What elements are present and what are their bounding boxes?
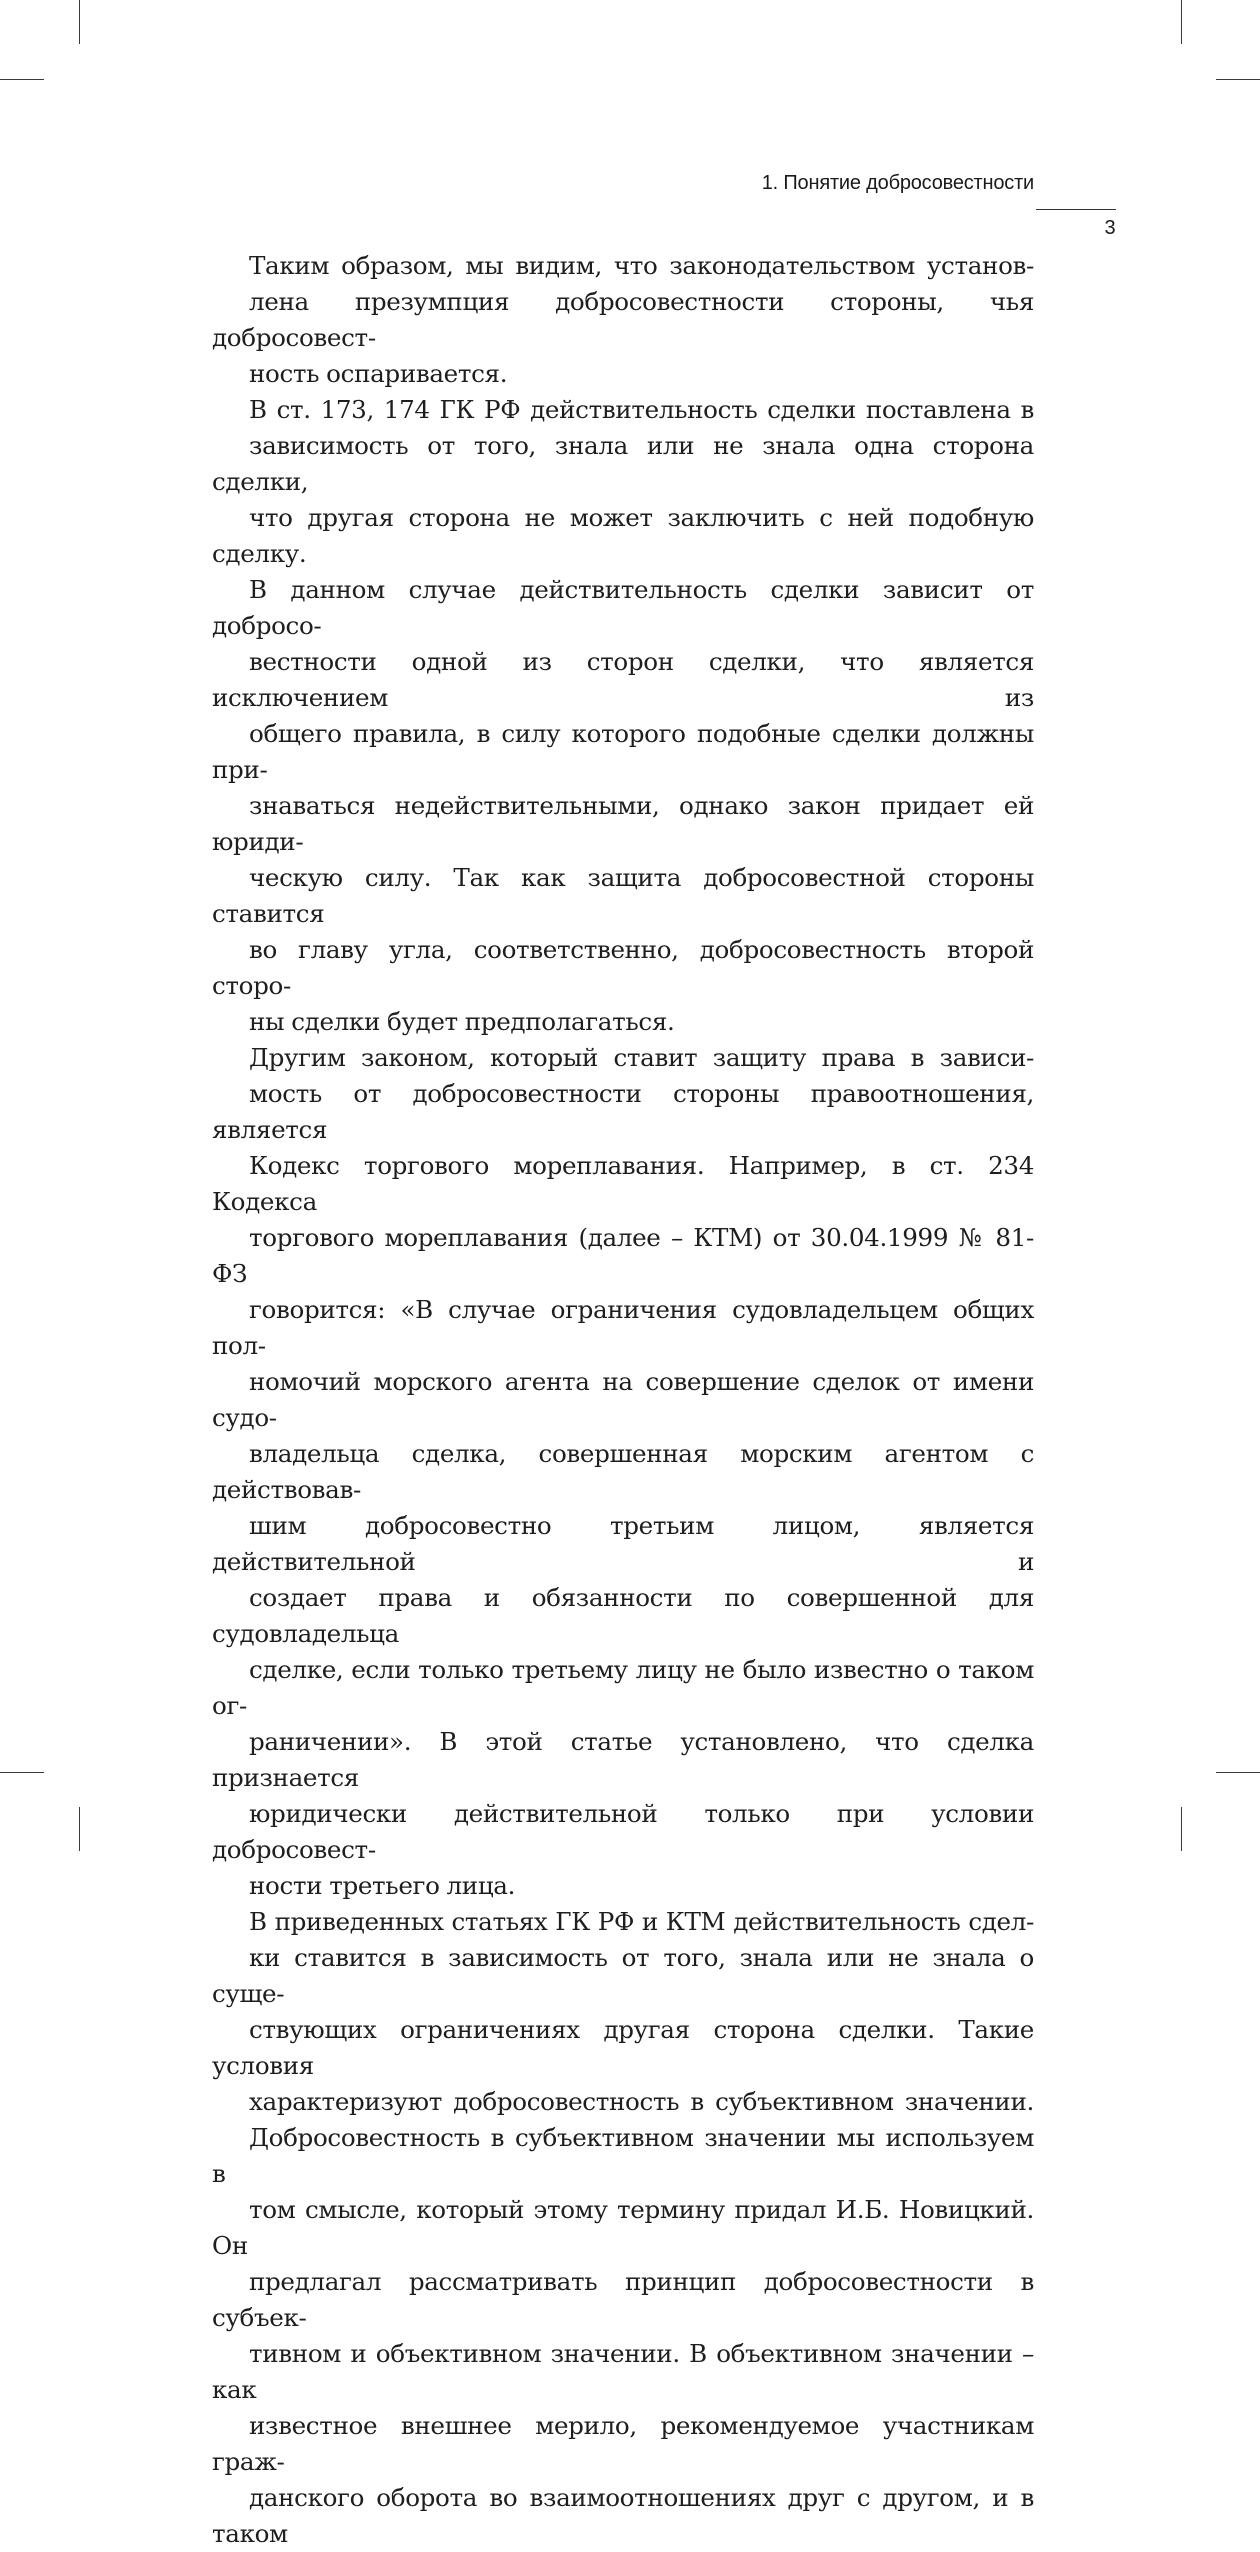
text-line: номочий морского агента на совершение сделок от имени судо-	[212, 1367, 1034, 1432]
header-rule	[1036, 209, 1116, 210]
text-line: ки ставится в зависимость от того, знала или не знала о суще-	[212, 1943, 1034, 2008]
text-line: общего правила, в силу которого подобные сделки должны при-	[212, 719, 1034, 784]
text-line: данского оборота во взаимоотношениях друг с другом, и в таком	[212, 2483, 1034, 2548]
text-line: тивном и объективном значении. В объективном значении – как	[212, 2339, 1034, 2404]
text-line: ность оспаривается.	[249, 359, 508, 388]
crop-mark-bottom-right-horizontal	[1216, 1772, 1260, 1773]
crop-mark-top-left-vertical	[79, 0, 80, 44]
paragraph	[212, 1040, 1034, 1904]
text-line: Другим законом, который ставит защиту права в зависи-	[249, 1043, 1034, 1072]
crop-mark-top-right-vertical	[1181, 0, 1182, 44]
text-line: ческую силу. Так как защита добросовестной стороны ставится	[212, 863, 1034, 928]
text-line: характеризуют добросовестность в субъективном значении.	[249, 2087, 1034, 2116]
paragraph	[212, 1904, 1034, 2552]
text-line: ны сделки будет предполагаться.	[249, 1007, 675, 1036]
crop-mark-bottom-left-horizontal	[0, 1772, 44, 1773]
text-line: вестности одной из сторон сделки, что является исключением из	[212, 647, 1034, 712]
text-line: что другая сторона не может заключить с ней подобную сделку.	[212, 503, 1034, 568]
text-line: В приведенных статьях ГК РФ и КТМ действительность сдел-	[249, 1907, 1034, 1936]
paragraph	[212, 392, 1034, 1040]
text-line: владельца сделка, совершенная морским агентом с действовав-	[212, 1439, 1034, 1504]
text-line: Таким образом, мы видим, что законодательством установ-	[249, 251, 1034, 280]
body-text	[212, 248, 1034, 2552]
text-line: юридически действительной только при условии добросовест-	[212, 1799, 1034, 1864]
text-line: известное внешнее мерило, рекомендуемое участникам граж-	[212, 2411, 1034, 2476]
text-line: раничении». В этой статье установлено, что сделка признается	[212, 1727, 1034, 1792]
text-line: мость от добросовестности стороны правоотношения, является	[212, 1079, 1034, 1144]
page-number: 3	[1104, 217, 1116, 239]
text-line: торгового мореплавания (далее – КТМ) от 30.04.1999 № 81-ФЗ	[212, 1223, 1034, 1288]
text-line: во главу угла, соответственно, добросовестность второй сторо-	[212, 935, 1034, 1000]
crop-mark-top-right-horizontal	[1216, 79, 1260, 80]
text-line: шим добросовестно третьим лицом, является действительной и	[212, 1511, 1034, 1576]
text-line: Кодекс торгового мореплавания. Например, в ст. 234 Кодекса	[212, 1151, 1034, 1216]
text-line: зависимость от того, знала или не знала одна сторона сделки,	[212, 431, 1034, 496]
text-line: говорится: «В случае ограничения судовладельцем общих пол-	[212, 1295, 1034, 1360]
text-line: ствующих ограничениях другая сторона сделки. Такие условия	[212, 2015, 1034, 2080]
crop-mark-bottom-right-vertical	[1181, 1807, 1182, 1851]
crop-mark-top-left-horizontal	[0, 79, 44, 80]
text-line: создает права и обязанности по совершенной для судовладельца	[212, 1583, 1034, 1648]
text-line: сделке, если только третьему лицу не было известно о таком ог-	[212, 1655, 1034, 1720]
text-line: В данном случае действительность сделки зависит от доброcо-	[212, 575, 1034, 640]
text-line: ности третьего лица.	[249, 1871, 516, 1900]
text-line: предлагал рассматривать принцип добросовестности в субъек-	[212, 2267, 1034, 2332]
running-header-title: 1. Понятие добросовестности	[761, 172, 1034, 194]
text-line: Добросовестность в субъективном значении мы используем в	[212, 2123, 1034, 2188]
text-line: том смысле, который этому термину придал И.Б. Новицкий. Он	[212, 2195, 1034, 2260]
crop-mark-bottom-left-vertical	[79, 1807, 80, 1851]
text-line: знаваться недействительными, однако закон придает ей юриди-	[212, 791, 1034, 856]
paragraph	[212, 248, 1034, 392]
text-line: лена презумпция добросовестности стороны, чья добросовест-	[212, 287, 1034, 352]
text-line: В ст. 173, 174 ГК РФ действительность сделки поставлена в	[249, 395, 1034, 424]
